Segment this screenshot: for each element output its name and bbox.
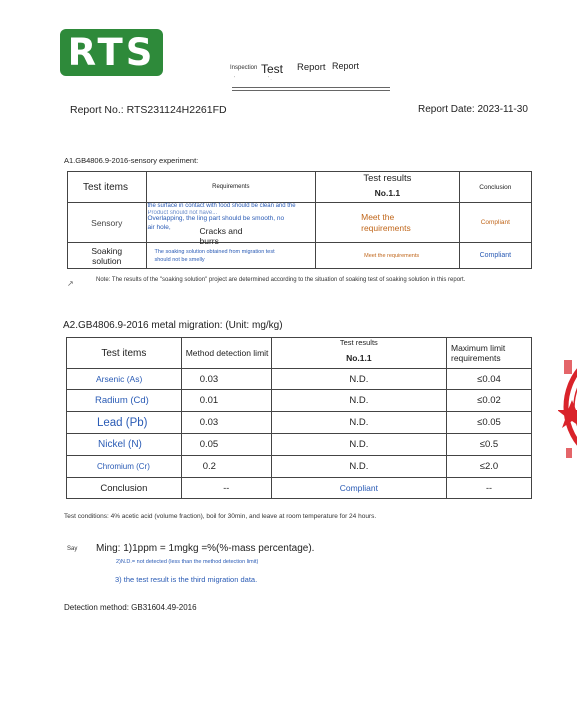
table-cell: Compliant: [459, 203, 531, 243]
title-test: Test: [261, 62, 284, 76]
table-cell: N.D.: [271, 456, 446, 478]
table-cell: Chromium (Cr): [67, 456, 182, 478]
section-a1-heading: A1.GB4806.9-2016-sensory experiment:: [64, 156, 199, 165]
title-mark: ': [234, 76, 235, 82]
title-rule: [232, 90, 390, 91]
table-cell: 0.05: [181, 434, 271, 456]
footnote-third-migration: 3) the test result is the third migration data.: [115, 575, 258, 584]
table-row: [67, 390, 532, 412]
section-a2-heading: A2.GB4806.9-2016 metal migration: (Unit: mg/kg): [63, 320, 283, 331]
table-cell: Soaking solution: [68, 243, 147, 269]
sensory-table: [67, 171, 532, 269]
table-row: [68, 243, 532, 269]
table-cell: Meet the requirements: [316, 243, 460, 269]
table-cell: The soaking solution obtained from migration test should not be smelly: [146, 243, 316, 269]
table-row: [68, 203, 532, 243]
table-cell: Arsenic (As): [67, 369, 182, 390]
note-pin-icon: ↗: [67, 279, 74, 288]
header-cell: Test items: [67, 338, 182, 369]
title-mark: ' .: [268, 76, 272, 82]
table-cell: --: [181, 478, 271, 499]
table-cell: --: [446, 478, 531, 499]
table-row: [67, 434, 532, 456]
title-report: Report: [297, 62, 326, 73]
report-date: Report Date: 2023-11-30: [418, 104, 528, 115]
table-cell: 0.03: [181, 412, 271, 434]
table-cell: Compliant: [459, 243, 531, 269]
table-header-row: [67, 338, 532, 369]
table-row: [67, 369, 532, 390]
table-cell: 0.01: [181, 390, 271, 412]
table-cell: Nickel (N): [67, 434, 182, 456]
table-cell: Conclusion: [67, 478, 182, 499]
table-cell: Radium (Cd): [67, 390, 182, 412]
table-cell: the surface in contact with food should be clean and the Product should not have... Overlapping, the ling part should be smooth, no air hole, Cracks and burrs: [146, 203, 316, 243]
table-row: [67, 456, 532, 478]
header-cell: Conclusion: [459, 172, 531, 203]
header-cell: Test results No.1.1: [271, 338, 446, 369]
company-seal-stamp: [558, 340, 577, 475]
table-header-row: [68, 172, 532, 203]
footnote-nd: 2)N.D.= not detected (less than the method detection limit): [116, 559, 259, 565]
header-cell: Method detection limit: [181, 338, 271, 369]
table-cell: ≤0.04: [446, 369, 531, 390]
table-row: [67, 412, 532, 434]
table-cell: N.D.: [271, 390, 446, 412]
table-cell: ≤0.02: [446, 390, 531, 412]
report-number: Report No.: RTS231124H2261FD: [70, 104, 227, 116]
table-cell: Sensory: [68, 203, 147, 243]
table-cell: N.D.: [271, 369, 446, 390]
title-inspection: Inspection: [230, 65, 258, 71]
table-cell: 0.2: [181, 456, 271, 478]
footnote-say: Say: [67, 546, 78, 552]
table-cell: Lead (Pb): [67, 412, 182, 434]
table-cell: ≤2.0: [446, 456, 531, 478]
table-row: [67, 478, 532, 499]
soaking-note: Note: The results of the "soaking solution" project are determined according to the situation of soaking test of soaking solution in this report.: [96, 277, 466, 283]
rts-logo: RTS: [60, 29, 163, 76]
detection-method: Detection method: GB31604.49-2016: [64, 603, 197, 612]
header-cell: Test items: [68, 172, 147, 203]
title-report-duplicate: Report: [332, 61, 360, 71]
table-cell: N.D.: [271, 434, 446, 456]
header-cell: Maximum limit requirements: [446, 338, 531, 369]
table-cell: ≤0.05: [446, 412, 531, 434]
table-cell: Compliant: [271, 478, 446, 499]
footnote-ming: Ming: 1)1ppm = 1mgkg =%(%-mass percentage).: [96, 543, 315, 554]
metal-migration-table: [66, 337, 532, 499]
table-cell: ≤0.5: [446, 434, 531, 456]
table-cell: 0.03: [181, 369, 271, 390]
title-rule: [232, 87, 390, 88]
report-title: [228, 60, 393, 92]
test-conditions: Test conditions: 4% acetic acid (volume fraction), boil for 30min, and leave at room temperature for 24 hours.: [64, 513, 377, 520]
table-cell: Meet the requirements: [316, 203, 460, 243]
table-cell: N.D.: [271, 412, 446, 434]
header-cell: Test results No.1.1: [316, 172, 460, 203]
header-cell: Requirements: [146, 172, 316, 203]
